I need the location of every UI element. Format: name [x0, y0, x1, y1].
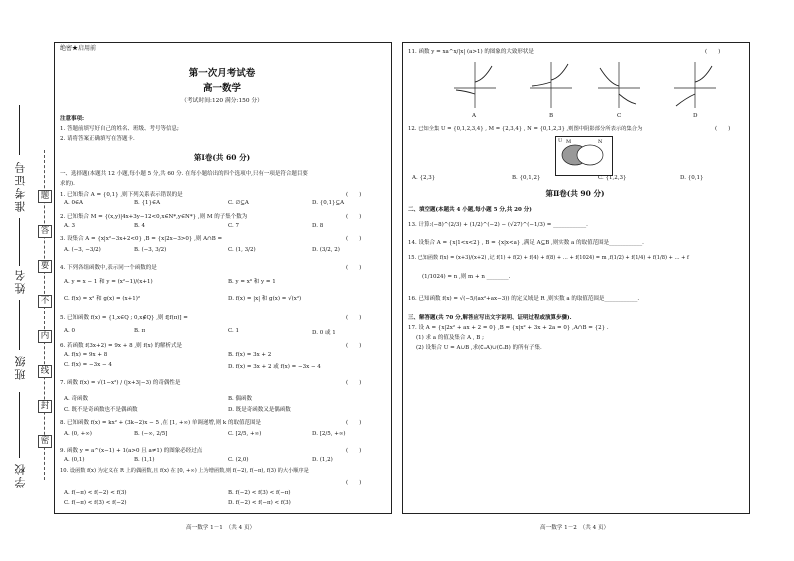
fill-section-title: 二、填空题(本题共 4 小题,每小题 5 分,共 20 分)	[408, 207, 532, 213]
seal-char: 线	[38, 365, 52, 378]
venn-m-label: M	[566, 139, 572, 145]
graph-option-a	[452, 58, 498, 110]
option: B. {1}∈A	[134, 200, 161, 206]
class-label: 班级	[14, 354, 27, 380]
option: B. 偶函数	[228, 396, 253, 402]
part1-title: 第Ⅰ卷(共 60 分)	[193, 153, 251, 162]
option: A. y = x − 1 和 y = (x²−1)/(x+1)	[64, 279, 153, 285]
question-stem-12: 12. 已知全集 U = {0,1,2,3,4} , M = {2,3,4} , N = {0,1,2,3} ,则图中阴影部分所表示的集合为	[408, 126, 643, 132]
answer-paren: ( )	[346, 343, 362, 349]
question-17-part2: (2) 设集合 U = A∪B ,求(∁ᵤA)∪(∁ᵤB) 的所有子集.	[416, 345, 542, 351]
option: C. {1,2,3}	[598, 175, 627, 181]
question-stem-15: 15. 已知函数 f(x) = (x+3)/(x+2) ,记 f(1) + f(2) + f(4) + f(8) + … + f(1024) = m ,f(1/2) + f(1/4) + f(1/8) + … + f	[408, 255, 689, 261]
seal-char: 内	[38, 330, 52, 343]
question-stem: 1. 已知集合 A = {0,1} ,则下列关系表示错误的是	[60, 192, 183, 198]
question-stem: 9. 函数 y = a^(x−1) + 1(a>0 且 a≠1) 的图象必经过点	[60, 448, 203, 454]
class-line	[19, 300, 20, 350]
option: A. (0, +∞)	[64, 431, 92, 437]
question-stem: 7. 函数 f(x) = √(1−x²) / (|x+3|−3) 的奇偶性是	[60, 380, 181, 386]
option: C. ∅⊆A	[228, 200, 249, 206]
option: B. π	[134, 328, 146, 334]
option: A. (0,1)	[64, 457, 85, 463]
binding-strip	[0, 0, 52, 561]
option: C. f(−π) < f(3) < f(−2)	[64, 500, 127, 506]
school-label: 学校	[14, 462, 27, 488]
answer-paren: ( )	[346, 420, 362, 426]
question-17-part1: (1) 求 a 的值及集合 A , B ;	[416, 335, 484, 341]
option: B. 4	[134, 223, 146, 229]
seal-char: 答	[38, 225, 52, 238]
seal-char: 题	[38, 190, 52, 203]
graph-option-d	[672, 58, 718, 110]
option: D. 0 或 1	[312, 330, 336, 336]
question-stem-16: 16. 已知函数 f(x) = √(−5/(ax²+ax−3)) 的定义域是 R ,则实数 a 的取值范围是____________.	[408, 296, 640, 302]
exam-meta: （考试时间:120 满分:150 分）	[181, 98, 263, 104]
option: A. 0∈A	[64, 200, 84, 206]
graph-label: D	[693, 113, 698, 119]
option: B. y = x⁰ 和 y = 1	[228, 279, 276, 285]
answer-paren: ( )	[705, 49, 721, 55]
seal-char: 要	[38, 260, 52, 273]
option: A. 奇函数	[64, 396, 88, 402]
option: C. 7	[228, 223, 240, 229]
question-stem-14: 14. 设集合 A = {x|1<x<2} , B = {x|x<a} ,满足 A⊆B ,则实数 a 的取值范围是____________.	[408, 240, 644, 246]
answer-paren: ( )	[346, 480, 362, 486]
answer-paren: ( )	[346, 214, 362, 220]
option: B. {0,1,2}	[512, 175, 541, 181]
graph-option-b	[528, 58, 574, 110]
note-item: 2. 请将答案正确填写在答题卡.	[60, 136, 135, 142]
part1-intro: 一、选择题(本题共 12 小题,每小题 5 分,共 60 分. 在每小题给出的四个选项中,只有一项是符合题目要	[60, 171, 308, 177]
question-stem: 5. 已知函数 f(x) = {1,x∈Q ; 0,x∉Q} ,则 f[f(π)] =	[60, 315, 188, 321]
venn-n-label: N	[598, 139, 603, 145]
graph-label: A	[472, 113, 477, 119]
option: D. (3/2, 2)	[312, 247, 340, 253]
graph-label: C	[617, 113, 622, 119]
name-label: 姓名	[14, 268, 27, 294]
answer-paren: ( )	[346, 265, 362, 271]
page-footer-left: 高一数学 1－1 （共 4 页）	[186, 525, 256, 531]
question-stem-17: 17. 设 A = {x|2x² + ax + 2 = 0} ,B = {x|x² + 3x + 2a = 0} ,A∩B = {2} .	[408, 325, 609, 331]
option: B. (−∞, 2/5]	[134, 431, 168, 437]
option: B. f(−2) < f(3) < f(−π)	[228, 490, 291, 496]
page-footer-right: 高一数学 1－2 （共 4 页）	[540, 525, 610, 531]
answer-paren: ( )	[715, 126, 731, 132]
question-stem-15-cont: (1/1024) = n ,则 m + n ________.	[422, 274, 511, 280]
confidential-mark: 绝密★启用前	[60, 45, 97, 52]
option: D. 8	[312, 223, 324, 229]
question-stem: 8. 已知函数 f(x) = kx² + (3k−2)x − 5 ,在 [1, +∞) 单调递增,则 k 的取值范围是	[60, 420, 262, 426]
answer-paren: ( )	[346, 448, 362, 454]
option: B. (1,1)	[134, 457, 155, 463]
option: A. 0	[64, 328, 75, 334]
option: A. (−3, −3/2)	[64, 247, 101, 253]
option: C. f(x) = −3x − 4	[64, 362, 112, 368]
seal-line	[38, 150, 52, 480]
option: D. f(−2) < f(−π) < f(3)	[228, 500, 291, 506]
answer-paren: ( )	[346, 380, 362, 386]
venn-u-label: U	[558, 138, 563, 144]
question-stem-13: 13. 计算:(−8)^(2/3) + (1/2)^(−2) − (√27)^(−1/3) = ____________.	[408, 222, 588, 228]
option: D. f(x) = 3x + 2 或 f(x) = −3x − 4	[228, 364, 321, 370]
option: A. {2,3}	[412, 175, 436, 181]
option: D. {0,1}⊆A	[312, 200, 345, 206]
exam-number-label: 准考证号	[14, 160, 27, 212]
option: C. (2,0)	[228, 457, 249, 463]
option: A. f(x) = 9x + 8	[64, 352, 108, 358]
seal-char: 不	[38, 295, 52, 308]
seal-char: 封	[38, 400, 52, 413]
option: D. 既是奇函数又是偶函数	[228, 407, 291, 413]
question-stem: 6. 若函数 f(3x+2) = 9x + 8 ,则 f(x) 的解析式是	[60, 343, 183, 349]
option: A. f(−π) < f(−2) < f(3)	[64, 490, 127, 496]
exam-title: 第一次月考试卷	[188, 68, 256, 79]
question-stem: 4. 下列各组函数中,表示同一个函数的是	[60, 265, 157, 271]
notes-title: 注意事项:	[60, 116, 85, 122]
option: C. (1, 3/2)	[228, 247, 256, 253]
solve-section-title: 三、解答题(共 70 分,解答应写出文字说明、证明过程或演算步骤).	[408, 315, 572, 321]
option: D. {0,1}	[680, 175, 704, 181]
answer-paren: ( )	[346, 192, 362, 198]
graph-option-c	[596, 58, 642, 110]
option: C. [2/5, +∞)	[228, 431, 262, 437]
option: C. f(x) = x² 和 g(x) = (x+1)²	[64, 296, 141, 302]
option: C. 1	[228, 328, 240, 334]
venn-diagram	[555, 136, 613, 176]
subject-title: 高一数学	[202, 83, 241, 94]
question-stem: 10. 设函数 f(x) 为定义在 R 上的偶函数,且 f(x) 在 [0, +∞) 上为增函数,则 f(−2), f(−π), f(3) 的大小顺序是	[60, 468, 309, 474]
option: D. (1,2)	[312, 457, 333, 463]
exam-number-line	[19, 105, 20, 155]
option: A. 3	[64, 223, 75, 229]
seal-char: 密	[38, 435, 52, 448]
option: D. [2/5, +∞)	[312, 431, 346, 437]
option: C. 既不是奇函数也不是偶函数	[64, 407, 138, 413]
option: B. (−3, 3/2)	[134, 247, 167, 253]
part1-intro-cont: 求的).	[60, 181, 75, 187]
option: B. f(x) = 3x + 2	[228, 352, 272, 358]
question-stem: 2. 已知集合 M = {(x,y)|4x+3y−12<0,x∈N*,y∈N*} ,则 M 的子集个数为	[60, 214, 248, 220]
name-line	[19, 218, 20, 266]
answer-paren: ( )	[346, 315, 362, 321]
option: D. f(x) = |x| 和 g(x) = √(x²)	[228, 296, 302, 302]
graph-label: B	[549, 113, 554, 119]
school-line	[19, 392, 20, 458]
answer-paren: ( )	[346, 236, 362, 242]
question-stem: 3. 设集合 A = {x|x²−3x+2<0} ,B = {x|2x−3>0} ,则 A∩B =	[60, 236, 223, 242]
question-stem-11: 11. 函数 y = xa^x/|x| (a>1) 的图象的大致形状是	[408, 49, 534, 55]
note-item: 1. 答题前填写好自己的姓名、班级、考号等信息;	[60, 126, 179, 132]
part2-title: 第Ⅱ卷(共 90 分)	[545, 189, 605, 198]
